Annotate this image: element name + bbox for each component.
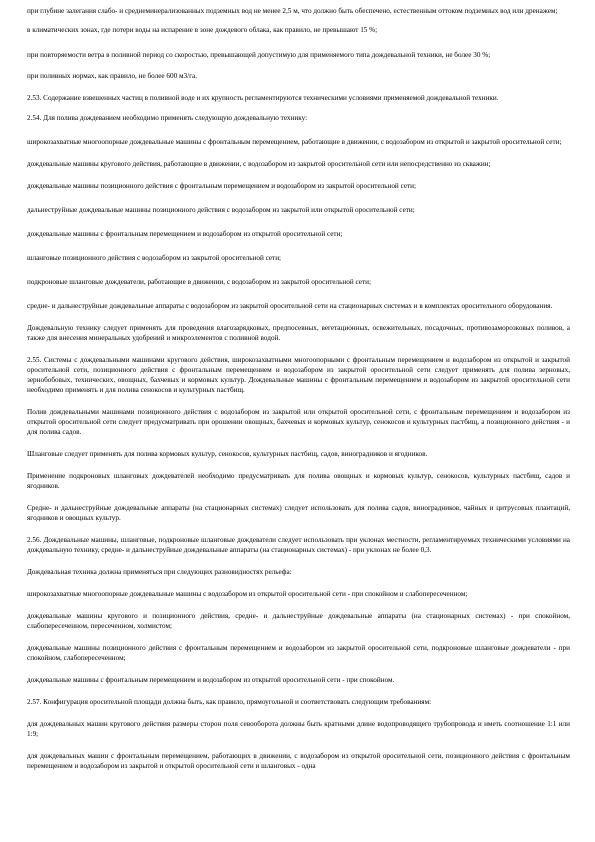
paragraph: Дождевальная техника должна применяться при следующих разновидностях рельефа:	[27, 568, 292, 576]
paragraph: дождевальные машины позиционного действия с фронтальным перемещением и водозабором из закрытой оросительной сети, подкроновые шланговые дождеватели - при спокойном, слабопересеченном;	[27, 644, 570, 662]
paragraph: Дождевальную технику следует применять для проведения влагозарядковых, предпосевных, вегетационных, освежительных, посадочных, противозаморозковых поливов, а также для внесения минеральных удобрений и микроэлементов с поливной водой.	[27, 324, 570, 342]
paragraph: шланговые позиционного действия с водозабором из закрытой оросительной сети;	[27, 254, 282, 262]
paragraph: при поливных нормах, как правило, не более 600 м3/га.	[27, 72, 198, 80]
paragraph: при повторяемости ветра в поливной период со скоростью, превышающей допустимую для применяемого типа дождевальной техники, не более 30 %;	[27, 51, 491, 59]
paragraph: для дождевальных машин с фронтальным перемещением, работающих в движении, с водозабором из открытой оросительной сети, позиционного действия с фронтальным перемещением и водозабором из закрытой и открытой оросительной сети и шланговых - одна	[27, 752, 570, 770]
paragraph: широкозахватные многоопорные дождевальные машины с фронтальным перемещением, работающие в движении, с водозабором из открытой и закрытой оросительной сети;	[27, 138, 562, 146]
paragraph: при глубине залегания слабо- и среднеминерализованных подземных вод не менее 2,5 м, что должно быть обеспечено, естественным оттоком подземных вод или дренажем;	[27, 7, 558, 15]
paragraph: Полив дождевальными машинами позиционного действия с водозабором из закрытой или открытой оросительной сети, с фронтальным перемещением и водозабором из открытой оросительной сети следует предусматривать при орошении овощных, бахчевых и кормовых культур, сенокосов и культурных пастбищ, а позиционного действия - и для полива садов.	[27, 408, 570, 436]
paragraph: дождевальные машины кругового действия, работающие в движении, с водозабором из закрытой оросительной сети или непосредственно из скважин;	[27, 160, 491, 168]
paragraph: Применение подкроновых шланговых дождевателей необходимо предусматривать для полива овощных и кормовых культур, сенокосов, культурных пастбищ, садов и ягодников.	[27, 472, 570, 490]
paragraph: в климатических зонах, где потери воды на испарение в зоне дождевого облака, как правило, не превышают 15 %;	[27, 26, 378, 34]
paragraph: дождевальные машины позиционного действия с фронтальным перемещением и водозабором из закрытой оросительной сети;	[27, 182, 417, 190]
document-page	[27, 6, 570, 771]
paragraph: 2.53. Содержание взвешенных частиц в поливной воде и их крупность регламентируются техническими условиями применяемой дождевальной техники.	[27, 94, 499, 102]
paragraph: широкозахватные многоопорные дождевальные машины с водозабором из открытой оросительной сети - при спокойном и слабопересеченном;	[27, 590, 468, 598]
paragraph: дальнеструйные дождевальные машины позиционного действия с водозабором из закрытой или открытой оросительной сети;	[27, 206, 415, 214]
paragraph: подкроновые шланговые дождеватели, работающие в движении, с водозабором из закрытой оросительной сети;	[27, 278, 371, 286]
paragraph: дождевальные машины кругового и позиционного действия, средне- и дальнеструйные дождевальные аппараты (на стационарных системах) - при спокойном, слабопересеченном, пересеченном, холмистом;	[27, 612, 570, 630]
paragraph: для дождевальных машин кругового действия размеры сторон поля севооборота должны быть кратными длине водопроводящего трубопровода и иметь соотношение 1:1 или 1:9;	[27, 720, 570, 738]
paragraph: средне- и дальнеструйные дождевальные аппараты с водозабором из закрытой оросительной сети на стационарных системах и в комплектах оросительного оборудования.	[27, 302, 553, 310]
paragraph: дождевальные машины с фронтальным перемещением и водозабором из открытой оросительной сети;	[27, 230, 343, 238]
paragraph: 2.56. Дождевальные машины, шланговые, подкроновые шланговые дождеватели следует использовать при уклонах местности, регламентируемых техническими условиями на дождевальную технику, средне- и дальнеструйные дождевальные аппараты (на стационарных системах) - при уклонах не более 0,3.	[27, 536, 570, 554]
paragraph: дождевальные машины с фронтальным перемещением и водозабором из открытой оросительной сети - при спокойном.	[27, 676, 395, 684]
paragraph: Средне- и дальнеструйные дождевальные аппараты (на стационарных системах) следует использовать для полива садов, виноградников, чайных и цитрусовых плантаций, ягодников и овощных культур.	[27, 504, 570, 522]
paragraph: 2.57. Конфигурация оросительной площади должна быть, как правило, прямоугольной и соответствовать следующим требованиям:	[27, 698, 432, 706]
paragraph: Шланговые следует применять для полива кормовых культур, сенокосов, культурных пастбищ, садов, виноградников и ягодников.	[27, 450, 428, 458]
paragraph: 2.55. Системы с дождевальными машинами кругового действия, широкозахватными многоопорными с фронтальным перемещением и водозабором из открытой и закрытой оросительной сети, позиционного действия с фронтальным перемещением и водозабором из закрытой оросительной сети следует применять для полива зерновых, зернобобовых, технических, овощных, бахчевых и кормовых культур. Дождевальные машины с фронтальным перемещением и водозабором из закрытой оросительной сети необходимо применять и для полива сенокосов и культурных пастбищ.	[27, 356, 570, 394]
paragraph: 2.54. Для полива дождеванием необходимо применять следующую дождевальную технику:	[27, 114, 308, 122]
